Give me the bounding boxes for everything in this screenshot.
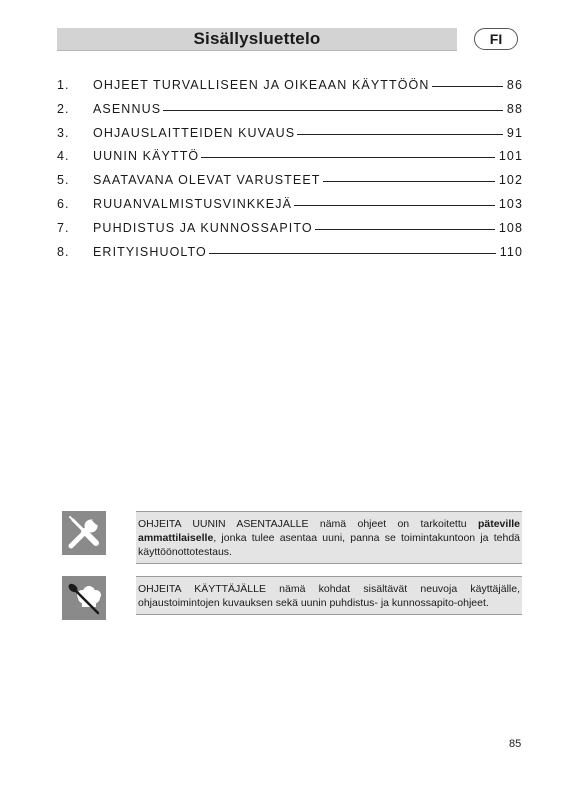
user-note-text — [136, 576, 522, 615]
toc-label: UUNIN KÄYTTÖ — [93, 149, 200, 164]
toc-leader — [209, 253, 496, 254]
toc-leader — [432, 86, 503, 87]
toc-leader — [294, 205, 495, 206]
toc-label: OHJEET TURVALLISEEN JA OIKEAAN KÄYTTÖÖN — [93, 78, 430, 92]
toc-page: 110 — [499, 244, 523, 259]
language-badge: FI — [474, 28, 518, 50]
user-note-body: OHJEITA KÄYTTÄJÄLLE nämä kohdat sisältävät neuvoja käyttäjälle, ohjaustoimintojen kuvauksen sekä uunin puhdistus- ja kunnossapito-ohjeet. — [138, 583, 520, 609]
toc-entry[interactable] — [57, 102, 523, 126]
toc-leader — [201, 157, 495, 158]
toc-number: 5. — [57, 173, 70, 188]
installer-note-emphasis: päteville ammattilaiselle — [138, 518, 520, 544]
toc-number: 3. — [57, 125, 70, 140]
toc-page: 91 — [506, 125, 523, 140]
table-of-contents — [57, 78, 523, 268]
toc-label: OHJAUSLAITTEIDEN KUVAUS — [93, 125, 296, 140]
title-bar — [57, 28, 457, 51]
toc-number: 2. — [57, 101, 70, 116]
toc-number: 7. — [57, 220, 70, 235]
toc-number: 1. — [57, 78, 70, 92]
toc-label: ASENNUS — [93, 101, 162, 116]
toc-page: 108 — [498, 220, 523, 235]
toc-label: ERITYISHUOLTO — [93, 244, 207, 259]
page-title: Sisällysluettelo — [193, 29, 321, 48]
installer-note-text — [136, 511, 522, 564]
toc-number: 8. — [57, 244, 70, 259]
toc-entry[interactable] — [57, 245, 523, 269]
toc-page: 101 — [498, 149, 523, 164]
toc-entry[interactable] — [57, 221, 523, 245]
page-number: 85 — [509, 738, 522, 750]
toc-label: SAATAVANA OLEVAT VARUSTEET — [93, 173, 321, 188]
toc-leader — [315, 229, 495, 230]
toc-page: 86 — [506, 78, 523, 92]
installer-note-rest: , jonka tulee asentaa uuni, panna se toimintakuntoon ja tehdä käyttöönottotestaus. — [138, 532, 520, 558]
toc-entry[interactable] — [57, 173, 523, 197]
toc-label: PUHDISTUS JA KUNNOSSAPITO — [93, 220, 313, 235]
toc-page: 88 — [506, 101, 523, 116]
toc-page: 103 — [498, 196, 523, 211]
toc-number: 6. — [57, 196, 70, 211]
toc-entry[interactable] — [57, 78, 523, 102]
toc-entry[interactable] — [57, 197, 523, 221]
toc-leader — [297, 134, 503, 135]
toc-page: 102 — [498, 173, 523, 188]
toc-entry[interactable] — [57, 126, 523, 150]
toc-number: 4. — [57, 149, 70, 164]
chef-spoon-icon — [62, 576, 106, 620]
toc-leader — [323, 181, 495, 182]
tools-icon — [62, 511, 106, 555]
toc-leader — [163, 110, 503, 111]
installer-note-intro: OHJEITA UUNIN ASENTAJALLE nämä ohjeet on tarkoitettu — [138, 518, 478, 530]
toc-entry[interactable] — [57, 149, 523, 173]
toc-label: RUUANVALMISTUSVINKKEJÄ — [93, 196, 293, 211]
